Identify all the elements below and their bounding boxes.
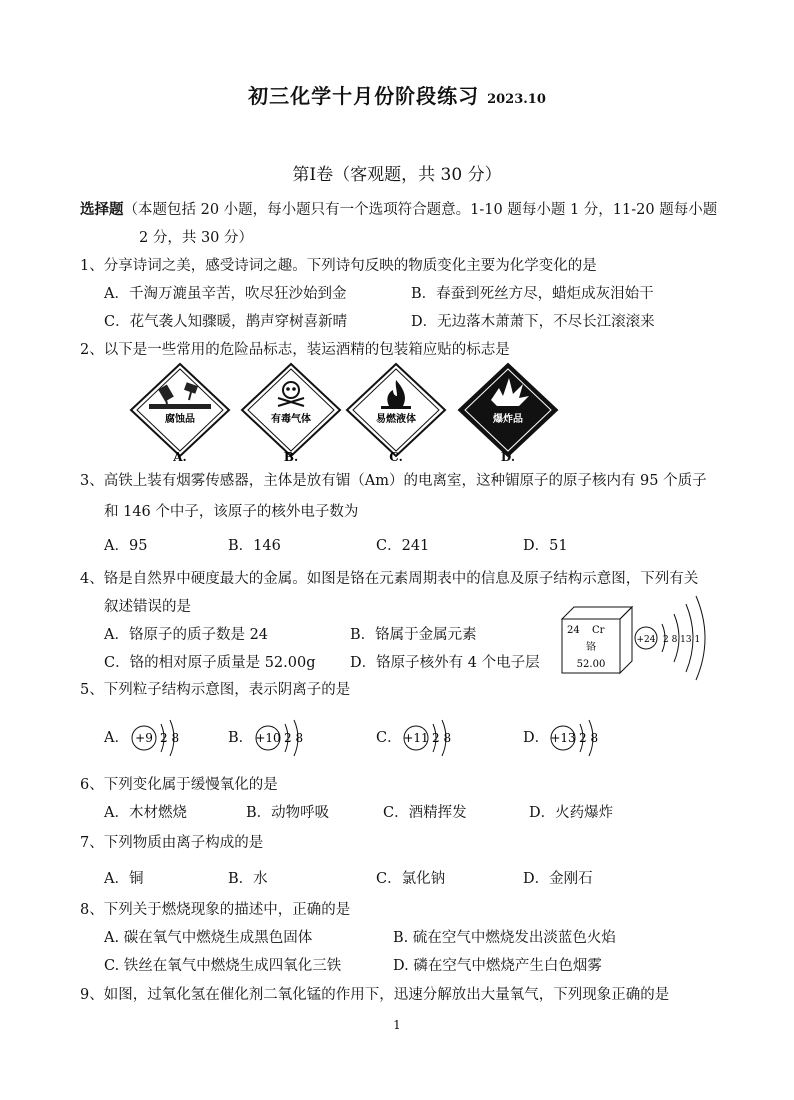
q3-option-d[interactable]: D．51 — [523, 538, 568, 554]
q6-option-a[interactable]: A．木材燃烧 — [104, 805, 187, 821]
q7-option-a[interactable]: A．铜 — [104, 871, 144, 887]
q5-option-a-letter: A． — [104, 730, 129, 746]
q5-a-shells: 2 8 — [160, 731, 180, 745]
q5-b-shells: 2 8 — [284, 731, 304, 745]
q5-option-b[interactable] — [228, 718, 318, 758]
q5-option-a[interactable] — [104, 718, 194, 758]
element-symbol: Cr — [592, 625, 605, 636]
chromium-nucleus-charge: +24 — [636, 635, 656, 645]
q1-option-c[interactable]: C．花气袭人知骤暖，鹊声穿树喜新晴 — [104, 314, 348, 330]
q7-option-d[interactable]: D．金刚石 — [523, 871, 593, 887]
q5-b-nucleus: +10 — [255, 731, 281, 745]
chromium-atom-diagram — [632, 592, 712, 684]
document-title — [0, 80, 794, 109]
q6-option-c[interactable]: C．酒精挥发 — [383, 805, 467, 821]
q5-c-nucleus: +11 — [403, 731, 429, 745]
q7-option-b[interactable]: B．水 — [228, 871, 268, 887]
q4-option-c[interactable]: C．铬的相对原子质量是 52.00g — [104, 655, 316, 671]
q6-option-d[interactable]: D．火药爆炸 — [529, 805, 614, 821]
q1-stem: 1、分享诗词之美，感受诗词之趣。下列诗句反映的物质变化主要为化学变化的是 — [80, 258, 597, 274]
q5-option-b-letter: B． — [228, 730, 254, 746]
hazard-sign-b-label: 有毒气体 — [271, 414, 311, 425]
hazard-sign-c-label: 易燃液体 — [376, 414, 416, 425]
q4-option-d[interactable]: D．铬原子核外有 4 个电子层 — [350, 655, 540, 671]
q4-option-a[interactable]: A．铬原子的质子数是 24 — [104, 627, 269, 643]
q7-option-c[interactable]: C．氯化钠 — [376, 871, 446, 887]
intro-line-1 — [80, 201, 717, 219]
q5-option-d-letter: D． — [523, 730, 550, 746]
hazard-sign-c[interactable] — [341, 360, 451, 464]
q3-stem-line-2: 和 146 个中子，该原子的核外电子数为 — [104, 504, 359, 520]
element-mass: 52.00 — [576, 659, 606, 670]
q4-stem-line-1: 4、铬是自然界中硬度最大的金属。如图是铬在元素周期表中的信息及原子结构示意图，下列有关 — [80, 571, 699, 587]
q8-option-d[interactable]: D. 磷在空气中燃烧产生白色烟雾 — [393, 958, 602, 974]
element-cell-chromium — [558, 603, 636, 675]
q1-option-d[interactable]: D．无边落木萧萧下，不尽长江滚滚来 — [411, 314, 655, 330]
chromium-shells: 2 8 13 1 — [663, 635, 701, 645]
q3-option-b[interactable]: B．146 — [228, 538, 281, 554]
q8-option-b[interactable]: B. 硫在空气中燃烧发出淡蓝色火焰 — [393, 930, 616, 946]
hazard-sign-a-label: 腐蚀品 — [165, 414, 195, 425]
hazard-sign-d-letter: D. — [500, 450, 516, 464]
q5-option-c-diagram — [400, 718, 470, 758]
intro-text: （本题包括 20 小题，每小题只有一个选项符合题意。1-10 题每小题 1 分，11-20 题每小题 — [123, 202, 718, 218]
section-title: 第Ⅰ卷（客观题，共 30 分） — [292, 165, 502, 185]
hazard-sign-d-label: 爆炸品 — [493, 414, 523, 425]
q5-option-d-diagram — [547, 718, 617, 758]
element-number: 24 — [567, 625, 580, 636]
q9-stem: 9、如图，过氧化氢在催化剂二氧化锰的作用下，迅速分解放出大量氧气，下列现象正确的是 — [80, 987, 670, 1003]
hazard-sign-a[interactable] — [125, 360, 235, 464]
q2-stem: 2、以下是一些常用的危险品标志，装运酒精的包装箱应贴的标志是 — [80, 342, 510, 358]
q5-c-shells: 2 8 — [432, 731, 452, 745]
q5-option-c-letter: C． — [376, 730, 402, 746]
q5-option-c[interactable] — [376, 718, 466, 758]
q7-stem: 7、下列物质由离子构成的是 — [80, 835, 264, 851]
title-year: 2023.10 — [487, 92, 546, 107]
hazard-sign-b[interactable] — [236, 360, 346, 464]
q1-option-a[interactable]: A．千淘万漉虽辛苦，吹尽狂沙始到金 — [104, 286, 347, 302]
q3-option-c[interactable]: C．241 — [376, 538, 430, 554]
q5-option-b-diagram — [252, 718, 322, 758]
q8-option-c[interactable]: C. 铁丝在氧气中燃烧生成四氧化三铁 — [104, 958, 342, 974]
q4-option-b[interactable]: B．铬属于金属元素 — [350, 627, 477, 643]
q3-stem-line-1: 3、高铁上装有烟雾传感器，主体是放有镅（Am）的电离室，这种镅原子的原子核内有 95 个质子 — [80, 473, 707, 489]
q6-option-b[interactable]: B．动物呼吸 — [246, 805, 330, 821]
q5-option-a-diagram — [128, 718, 198, 758]
page-number: 1 — [393, 1018, 401, 1032]
q8-option-a[interactable]: A. 碳在氧气中燃烧生成黑色固体 — [104, 930, 313, 946]
hazard-sign-a-letter: A. — [173, 450, 187, 464]
q4-stem-line-2: 叙述错误的是 — [104, 599, 191, 615]
q5-d-shells: 2 8 — [579, 731, 599, 745]
intro-line-2: 2 分，共 30 分） — [139, 230, 254, 246]
q3-option-a[interactable]: A．95 — [104, 538, 148, 554]
intro-label: 选择题 — [80, 201, 124, 218]
q8-stem: 8、下列关于燃烧现象的描述中，正确的是 — [80, 902, 351, 918]
hazard-sign-c-letter: C. — [389, 450, 403, 464]
q6-stem: 6、下列变化属于缓慢氧化的是 — [80, 777, 278, 793]
q5-stem: 5、下列粒子结构示意图，表示阴离子的是 — [80, 682, 351, 698]
q5-a-nucleus: +9 — [135, 731, 153, 745]
title-text: 初三化学十月份阶段练习 — [248, 84, 480, 108]
hazard-sign-b-letter: B. — [283, 450, 299, 464]
q5-option-d[interactable] — [523, 718, 613, 758]
q1-option-b[interactable]: B．春蚕到死丝方尽，蜡炬成灰泪始干 — [411, 286, 654, 302]
element-name: 铬 — [586, 642, 596, 653]
hazard-sign-d[interactable] — [453, 360, 563, 464]
q5-d-nucleus: +13 — [550, 731, 576, 745]
